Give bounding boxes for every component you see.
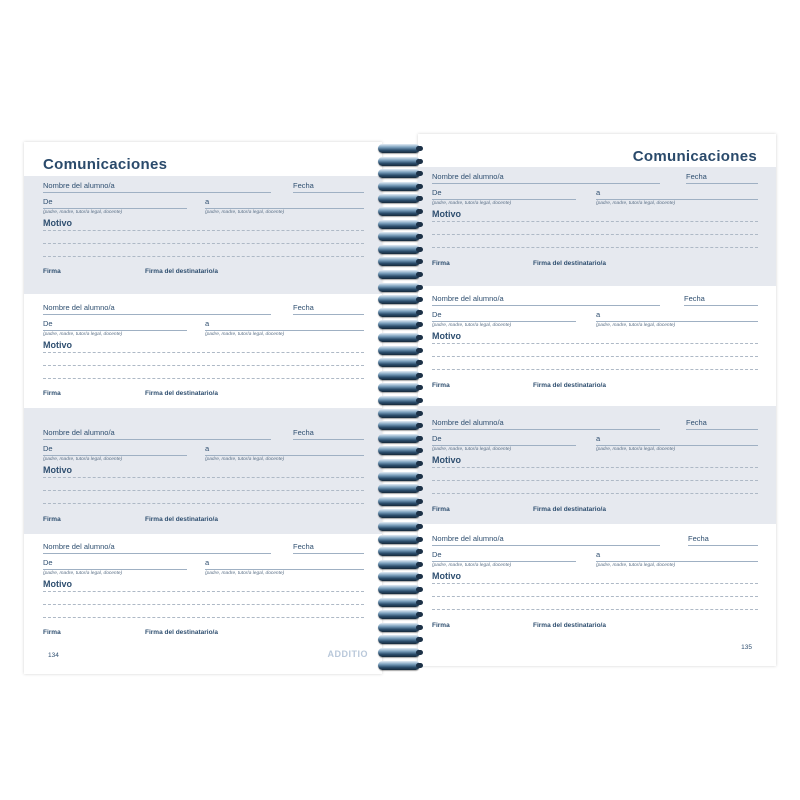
reason-line-2[interactable]: [43, 490, 364, 491]
from-label: De: [432, 188, 442, 197]
to-label: a: [596, 550, 601, 559]
reason-line-2[interactable]: [43, 604, 364, 605]
date-label: Fecha: [293, 181, 314, 190]
reason-line-1[interactable]: [432, 343, 758, 344]
reason-label: Motivo: [432, 331, 461, 341]
to-hint: (padre, madre, tutor/a legal, docente): [205, 457, 285, 462]
spiral-loop: [378, 333, 420, 342]
student-name-line[interactable]: [43, 192, 271, 193]
to-line[interactable]: [205, 330, 364, 331]
reason-line-2[interactable]: [432, 234, 758, 235]
reason-line-3[interactable]: [43, 256, 364, 257]
spiral-loop: [378, 497, 420, 506]
spiral-loop: [378, 245, 420, 254]
from-hint: (padre, madre, tutor/a legal, docente): [432, 563, 512, 568]
communication-block-7: [418, 406, 776, 524]
reason-line-2[interactable]: [432, 356, 758, 357]
spiral-loop: [378, 421, 420, 430]
reason-line-2[interactable]: [43, 243, 364, 244]
from-line[interactable]: [43, 455, 187, 456]
recipient-signature-label: Firma del destinatario/a: [145, 629, 218, 636]
page-title: Comunicaciones: [43, 156, 168, 173]
reason-label: Motivo: [43, 218, 72, 228]
reason-line-3[interactable]: [432, 609, 758, 610]
communication-block-6: [418, 286, 776, 406]
student-name-label: Nombre del alumno/a: [43, 542, 115, 551]
page-title: Comunicaciones: [632, 148, 757, 165]
spiral-loop: [378, 547, 420, 556]
spiral-loop: [378, 396, 420, 405]
spiral-loop: [378, 409, 420, 418]
signature-label: Firma: [432, 622, 450, 629]
spiral-loop: [378, 459, 420, 468]
spiral-loop: [378, 484, 420, 493]
reason-label: Motivo: [43, 465, 72, 475]
from-line[interactable]: [43, 208, 187, 209]
recipient-signature-label: Firma del destinatario/a: [145, 516, 218, 523]
reason-line-1[interactable]: [432, 467, 758, 468]
to-line[interactable]: [205, 208, 364, 209]
student-name-label: Nombre del alumno/a: [43, 181, 115, 190]
spiral-loop: [378, 220, 420, 229]
page-number: 135: [741, 644, 752, 651]
date-line[interactable]: [686, 183, 758, 184]
reason-label: Motivo: [432, 571, 461, 581]
student-name-line[interactable]: [43, 314, 271, 315]
spiral-loop: [378, 257, 420, 266]
spiral-loop: [378, 446, 420, 455]
spiral-loop: [378, 320, 420, 329]
from-line[interactable]: [432, 445, 576, 446]
date-line[interactable]: [684, 305, 758, 306]
recipient-signature-label: Firma del destinatario/a: [533, 622, 606, 629]
from-label: De: [43, 197, 53, 206]
spiral-loop: [378, 585, 420, 594]
to-hint: (padre, madre, tutor/a legal, docente): [596, 563, 676, 568]
from-label: De: [43, 558, 53, 567]
reason-line-2[interactable]: [432, 596, 758, 597]
reason-line-3[interactable]: [43, 503, 364, 504]
to-hint: (padre, madre, tutor/a legal, docente): [205, 332, 285, 337]
student-name-label: Nombre del alumno/a: [43, 303, 115, 312]
spiral-loop: [378, 270, 420, 279]
to-label: a: [205, 319, 210, 328]
date-line[interactable]: [293, 439, 364, 440]
from-line[interactable]: [432, 561, 576, 562]
date-label: Fecha: [684, 294, 705, 303]
reason-line-1[interactable]: [43, 591, 364, 592]
spiral-loop: [378, 346, 420, 355]
from-hint: (padre, madre, tutor/a legal, docente): [43, 457, 123, 462]
student-name-label: Nombre del alumno/a: [43, 428, 115, 437]
signature-label: Firma: [432, 260, 450, 267]
spiral-loop: [378, 283, 420, 292]
spiral-loop: [378, 535, 420, 544]
to-line[interactable]: [205, 569, 364, 570]
reason-line-1[interactable]: [432, 583, 758, 584]
to-label: a: [205, 197, 210, 206]
from-hint: (padre, madre, tutor/a legal, docente): [43, 571, 123, 576]
spiral-loop: [378, 295, 420, 304]
spiral-loop: [378, 383, 420, 392]
from-line[interactable]: [43, 569, 187, 570]
from-label: De: [43, 444, 53, 453]
from-hint: (padre, madre, tutor/a legal, docente): [432, 323, 512, 328]
spiral-loop: [378, 661, 420, 670]
to-label: a: [596, 434, 601, 443]
date-line[interactable]: [686, 429, 758, 430]
communication-block-5: [418, 167, 776, 286]
student-name-line[interactable]: [43, 439, 271, 440]
student-name-label: Nombre del alumno/a: [432, 294, 504, 303]
reason-line-3[interactable]: [432, 247, 758, 248]
spiral-loop: [378, 358, 420, 367]
to-hint: (padre, madre, tutor/a legal, docente): [596, 201, 676, 206]
from-line[interactable]: [432, 199, 576, 200]
spiral-loop: [378, 572, 420, 581]
spiral-loop: [378, 522, 420, 531]
student-name-line[interactable]: [432, 429, 660, 430]
communication-block-1: [24, 176, 382, 294]
to-line[interactable]: [596, 199, 758, 200]
student-name-line[interactable]: [432, 305, 660, 306]
reason-line-1[interactable]: [43, 477, 364, 478]
spiral-loop: [378, 182, 420, 191]
student-name-line[interactable]: [432, 183, 660, 184]
to-line[interactable]: [596, 445, 758, 446]
reason-label: Motivo: [432, 455, 461, 465]
spiral-loop: [378, 308, 420, 317]
spiral-loop: [378, 144, 420, 153]
signature-label: Firma: [43, 629, 61, 636]
date-label: Fecha: [686, 172, 707, 181]
from-label: De: [432, 550, 442, 559]
from-label: De: [432, 434, 442, 443]
spiral-loop: [378, 509, 420, 518]
communication-block-8: [418, 524, 776, 640]
to-line[interactable]: [596, 321, 758, 322]
reason-label: Motivo: [432, 209, 461, 219]
right-page: [418, 134, 776, 666]
recipient-signature-label: Firma del destinatario/a: [145, 268, 218, 275]
reason-line-2[interactable]: [43, 365, 364, 366]
reason-line-1[interactable]: [432, 221, 758, 222]
from-line[interactable]: [43, 330, 187, 331]
reason-line-3[interactable]: [43, 617, 364, 618]
to-hint: (padre, madre, tutor/a legal, docente): [205, 571, 285, 576]
from-hint: (padre, madre, tutor/a legal, docente): [432, 201, 512, 206]
date-label: Fecha: [293, 428, 314, 437]
from-hint: (padre, madre, tutor/a legal, docente): [43, 210, 123, 215]
to-label: a: [205, 444, 210, 453]
student-name-line[interactable]: [43, 553, 271, 554]
recipient-signature-label: Firma del destinatario/a: [145, 390, 218, 397]
student-name-label: Nombre del alumno/a: [432, 172, 504, 181]
from-hint: (padre, madre, tutor/a legal, docente): [432, 447, 512, 452]
student-name-label: Nombre del alumno/a: [432, 418, 504, 427]
spiral-loop: [378, 434, 420, 443]
spiral-loop: [378, 194, 420, 203]
spiral-loop: [378, 598, 420, 607]
spiral-loop: [378, 157, 420, 166]
spiral-loop: [378, 635, 420, 644]
spiral-loop: [378, 207, 420, 216]
spiral-loop: [378, 560, 420, 569]
recipient-signature-label: Firma del destinatario/a: [533, 382, 606, 389]
to-hint: (padre, madre, tutor/a legal, docente): [596, 447, 676, 452]
student-name-label: Nombre del alumno/a: [432, 534, 504, 543]
from-line[interactable]: [432, 321, 576, 322]
communication-block-2: [24, 294, 382, 408]
reason-line-1[interactable]: [43, 230, 364, 231]
page-number: 134: [48, 652, 59, 659]
reason-line-3[interactable]: [432, 493, 758, 494]
signature-label: Firma: [432, 382, 450, 389]
to-line[interactable]: [205, 455, 364, 456]
to-label: a: [596, 188, 601, 197]
to-label: a: [205, 558, 210, 567]
spiral-loop: [378, 232, 420, 241]
date-line[interactable]: [293, 192, 364, 193]
communication-block-4: [24, 534, 382, 654]
reason-label: Motivo: [43, 340, 72, 350]
from-label: De: [432, 310, 442, 319]
recipient-signature-label: Firma del destinatario/a: [533, 260, 606, 267]
date-line[interactable]: [688, 545, 758, 546]
recipient-signature-label: Firma del destinatario/a: [533, 506, 606, 513]
date-line[interactable]: [293, 553, 364, 554]
from-hint: (padre, madre, tutor/a legal, docente): [43, 332, 123, 337]
date-line[interactable]: [293, 314, 364, 315]
signature-label: Firma: [43, 268, 61, 275]
communication-block-3: [24, 408, 382, 534]
reason-line-3[interactable]: [43, 378, 364, 379]
reason-line-3[interactable]: [432, 369, 758, 370]
left-page: [24, 142, 382, 674]
reason-line-1[interactable]: [43, 352, 364, 353]
date-label: Fecha: [293, 542, 314, 551]
signature-label: Firma: [43, 516, 61, 523]
signature-label: Firma: [43, 390, 61, 397]
to-label: a: [596, 310, 601, 319]
from-label: De: [43, 319, 53, 328]
to-hint: (padre, madre, tutor/a legal, docente): [205, 210, 285, 215]
to-hint: (padre, madre, tutor/a legal, docente): [596, 323, 676, 328]
spiral-loop: [378, 648, 420, 657]
spiral-binding: [372, 140, 430, 674]
spiral-loop: [378, 169, 420, 178]
brand-logo: ADDITIO: [327, 649, 368, 659]
date-label: Fecha: [688, 534, 709, 543]
reason-line-2[interactable]: [432, 480, 758, 481]
student-name-line[interactable]: [432, 545, 660, 546]
signature-label: Firma: [432, 506, 450, 513]
spiral-loop: [378, 610, 420, 619]
date-label: Fecha: [293, 303, 314, 312]
spiral-loop: [378, 623, 420, 632]
reason-label: Motivo: [43, 579, 72, 589]
spiral-loop: [378, 472, 420, 481]
to-line[interactable]: [596, 561, 758, 562]
spiral-loop: [378, 371, 420, 380]
date-label: Fecha: [686, 418, 707, 427]
